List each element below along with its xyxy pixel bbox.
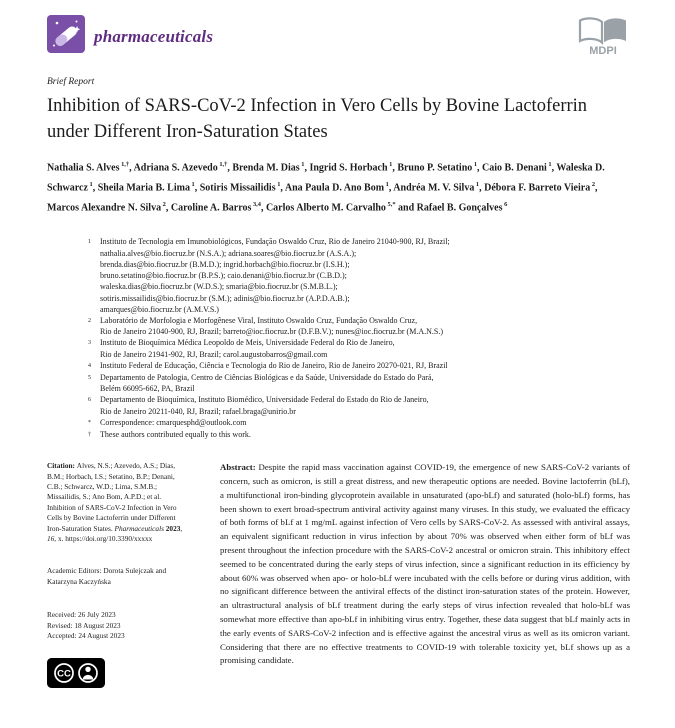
author-affiliation-marker: 1	[474, 180, 480, 188]
affiliation-text: Departamento de Patologia, Centro de Ciências Biológicas e da Saúde, Universidade do Estado do Pará, Belém 66095-662, PA, Brazil	[100, 372, 434, 394]
affiliation-marker: 2	[88, 317, 91, 324]
abstract-label: Abstract:	[220, 462, 256, 473]
author-affiliation-marker: 2	[161, 200, 166, 208]
citation-segment: Alves, N.S.; Azevedo, A.S.; Dias, B.M.; Horbach, I.S.; Setatino, B.P.; Denani, C.B.; Schwarcz, W.D.; Lima, S.M.B.; Missailidis, S.; Ano Bom, A.P.D.; et al. Inhibition of SARS-CoV-2 Infection in Vero Cells by Bovine Lactoferrin under Different Iron-Saturation States.	[47, 461, 177, 533]
author-affiliation-marker: 1,†	[217, 161, 228, 168]
citation-block	[47, 461, 187, 544]
pharmaceuticals-logo[interactable]	[47, 15, 213, 58]
pharmaceuticals-logo-icon	[47, 15, 85, 58]
citation-segment: Citation:	[47, 461, 77, 471]
author-name: Sheila Maria B. Lima	[97, 182, 190, 194]
affiliation-item	[88, 372, 630, 394]
author-name: Ingrid S. Horbach	[309, 162, 388, 174]
affiliation-item	[88, 394, 630, 416]
affiliation-item	[88, 360, 630, 372]
affiliation-item	[88, 417, 630, 429]
affiliation-item	[88, 236, 630, 314]
author-name: Caroline A. Barros	[170, 201, 252, 213]
affiliation-text: Laboratório de Morfologia e Morfogênese Viral, Instituto Oswaldo Cruz, Fundação Oswaldo Cruz, Rio de Janeiro 21040-900, RJ, Brazil; barreto@ioc.fiocruz.br (D.F.B.V.); nunes@ioc.fiocruz.br (M.A.N.S.)	[100, 315, 443, 337]
affiliation-marker: †	[88, 431, 91, 438]
affiliation-text: Correspondence: cmarquesphd@outlook.com	[100, 417, 247, 427]
author-name: Carlos Alberto M. Carvalho	[265, 201, 386, 213]
affiliation-marker: 4	[88, 362, 91, 369]
affiliation-item	[88, 429, 630, 441]
author-affiliation-marker: 5,*	[385, 200, 396, 208]
author-list: Nathalia S. Alves $^{1,\dagger}$, Adriana S. Azevedo $^{1,\dagger}$, Brenda M. Dias $^1$, Ingrid S. Horbach $^1$, Bruno P. Setatino $^1$, Caio B. Denani $^1$, Waleska D. Schwarcz $^1$, Sheila Maria B. Lima $^1$, Sotiris Missailidis $^1$, Ana Paula D. Ano Bom $^1$, Andréa M. V. Silva $^1$, Débora F. Barreto Vieira $^2$, Marcos Alexandre N. Silva $^2$, Caroline A. Barros $^{3,4}$, Carlos Alberto M. Carvalho $^{5,*}$ and Rafael B. Gonçalves $^6$	[47, 161, 605, 213]
svg-text:CC: CC	[57, 669, 71, 681]
author-name: Brenda M. Dias	[232, 162, 300, 174]
dates-block	[47, 610, 187, 641]
article-type-label: Brief Report	[47, 77, 95, 87]
academic-editors-label: Academic Editors: Dorota Sulejczak	[47, 566, 154, 576]
author-affiliation-marker: 1	[87, 180, 93, 188]
author-name: Marcos Alexandre N. Silva	[47, 201, 162, 213]
author-name: Sotiris Missailidis	[199, 182, 276, 194]
abstract-section	[220, 461, 630, 692]
author-name: Rafael B. Gonçalves	[416, 201, 503, 213]
date-line: Accepted: 24 August 2023	[47, 631, 125, 641]
left-margin-column	[47, 461, 187, 692]
author-affiliation-marker: 1	[546, 161, 552, 168]
citation-segment: ,	[180, 523, 183, 533]
affiliation-list	[88, 236, 630, 441]
mdpi-logo[interactable]	[576, 16, 630, 61]
academic-editors-names: and Katarzyna Kaczyńska	[47, 566, 167, 586]
citation-segment: , x. https://doi.org/10.3390/xxxxx	[54, 533, 153, 543]
author-name: Caio B. Denani	[482, 162, 547, 174]
author-affiliation-marker: 1	[275, 180, 281, 188]
affiliation-text: Instituto Federal de Educação, Ciência e Tecnologia do Rio de Janeiro, Rio de Janeiro 20270-021, RJ, Brazil	[100, 360, 448, 370]
author-name: Bruno P. Setatino	[397, 162, 473, 174]
affiliation-text: Departamento de Bioquímica, Instituto Biomédico, Universidade Federal do Estado do Rio de Janeiro, Rio de Janeiro 20211-040, RJ, Brazil; rafael.braga@unirio.br	[100, 395, 429, 416]
affiliation-marker: 6	[88, 397, 91, 404]
author-affiliation-marker: 1	[189, 180, 195, 188]
author-name: Nathalia S. Alves	[47, 162, 120, 174]
author-name: Ana Paula D. Ano Bom	[284, 182, 385, 194]
article-title: Inhibition of SARS-CoV-2 Infection in Vero Cells by Bovine Lactoferrin under Different Iron-Saturation States	[47, 96, 588, 142]
author-affiliation-marker: 3,4	[251, 200, 261, 208]
affiliation-marker: *	[88, 419, 91, 426]
journal-name: pharmaceuticals	[94, 26, 214, 46]
abstract-text: Despite the rapid mass vaccination against COVID-19, the emergence of new SARS-CoV-2 variants of concern, such as omicron, is still a great distress, and new therapeutic options are needed. Bovine lactoferrin (bLf), a multifunctional iron-binding glycoprotein available in unsaturated (apo-bLf) and saturated (holo-bLf) forms, has been shown to exert broad-spectrum antiviral activity against many viruses. In this study, we evaluated the efficacy of both forms of bLf at 1 mg/mL against infection of Vero cells by SARS-CoV-2. As assessed with antiviral assays, an equivalent significant reduction in virus infection by about 70% was observed when either form of bLf was present throughout the infection procedure with the SARS-CoV-2 ancestral or omicron strain. This inhibitory effect seemed to be concentrated during the early steps of virus infection, since a significant reduction in its efficiency by about 60% was observed when apo- or holo-bLf were incubated with the cells before or during virus addition, with no significant difference between the antiviral effects of the distinct iron-saturation states of the protein. However, an ultrastructural analysis of bLf treatment during the early steps of virus infection revealed that holo-bLf was somewhat more effective than apo-bLf in inhibiting virus entry. Together, these data suggest that bLf mainly acts in the early events of SARS-CoV-2 infection and is effective against the ancestral virus as well as its omicron variant. Considering that there are no effective treatments to COVID-19 with tolerable toxicity yet, bLf shows up as a promising candidate.	[220, 462, 631, 666]
author-name: Andréa M. V. Silva	[393, 182, 475, 194]
main-columns	[47, 461, 630, 692]
date-line: Revised: 18 August 2023	[47, 620, 121, 630]
affiliation-text: Instituto de Bioquímica Médica Leopoldo de Meis, Universidade Federal do Rio de Janeiro, Rio de Janeiro 21941-902, RJ, Brazil; carol.augustobarros@gmail.com	[100, 338, 395, 359]
author-affiliation-marker: 1,†	[119, 161, 130, 168]
mdpi-logo-text: MDPI	[589, 45, 617, 56]
author-affiliation-marker: 2	[590, 180, 596, 188]
affiliation-item	[88, 337, 630, 359]
author-name: Waleska D. Schwarcz	[47, 162, 605, 194]
citation-segment: 2023	[165, 523, 181, 533]
author-affiliation-marker: 1	[384, 180, 389, 188]
masthead	[47, 15, 630, 57]
author-affiliation-marker: 1	[387, 161, 393, 168]
affiliation-marker: 1	[88, 239, 91, 246]
author-affiliation-marker: 1	[299, 161, 305, 168]
affiliation-marker: 5	[88, 374, 91, 381]
affiliation-marker: 3	[88, 340, 91, 347]
author-affiliation-marker: 6	[502, 200, 508, 208]
cc-license-badge[interactable]	[47, 658, 105, 688]
affiliation-text: These authors contributed equally to this work.	[100, 429, 251, 439]
citation-segment: 16	[47, 533, 55, 543]
author-name: Débora F. Barreto Vieira	[484, 182, 591, 194]
author-name: Adriana S. Azevedo	[133, 162, 218, 174]
affiliation-text: Instituto de Tecnologia em Imunobiológicos, Fundação Oswaldo Cruz, Rio de Janeiro 21040-900, RJ, Brazil; nathalia.alves@bio.fiocruz.br (N.S.A.); adriana.soares@bio.fiocruz.br (A.S.A.); brenda.dias@bio.fiocruz.br (B.M.D.); ingrid.horbach@bio.fiocruz.br (I.S.H.); bruno.setatino@bio.fiocruz.br (B.P.S.); caio.denani@bio.fiocruz.br (C.B.D.); waleska.dias@bio.fiocruz.br (W.D.S.); smaria@bio.fiocruz.br (S.M.B.L.); sotiris.missailidis@bio.fiocruz.br (S.M.); adinis@bio.fiocruz.br (A.P.D.A.B.); amarques@bio.fiocruz.br (A.M.V.S.)	[100, 237, 450, 314]
academic-editors	[47, 566, 187, 587]
author-affiliation-marker: 1	[472, 161, 478, 168]
date-line: Received: 26 July 2023	[47, 610, 116, 620]
affiliation-item	[88, 315, 630, 337]
citation-segment: Pharmaceuticals	[114, 523, 166, 533]
